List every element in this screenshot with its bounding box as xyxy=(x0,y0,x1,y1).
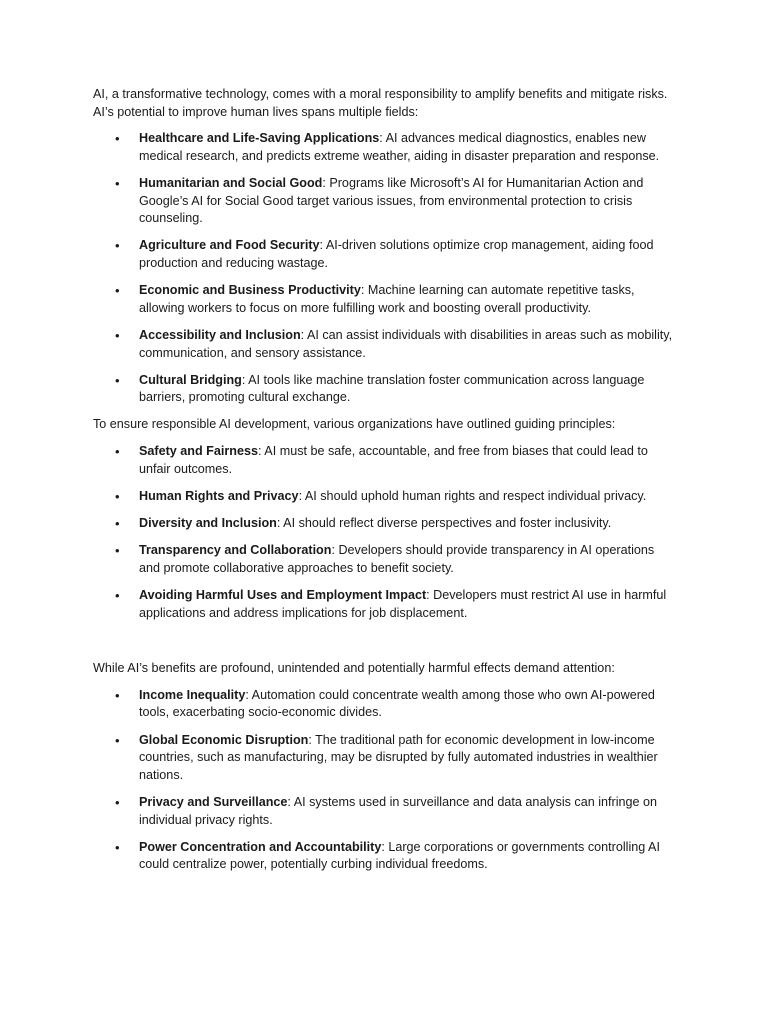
list-item xyxy=(93,372,676,407)
bullet-description: : AI systems used in surveillance and data analysis can infringe on individual privacy rights. xyxy=(139,794,658,827)
bullet-term: Power Concentration and Accountability xyxy=(139,839,382,854)
list-item xyxy=(93,327,676,362)
bullet-description: : Developers must restrict AI use in harmful applications and address implications for job displacement. xyxy=(139,588,667,620)
benefits-list xyxy=(93,130,676,407)
list-item xyxy=(93,443,676,478)
list-item xyxy=(93,130,676,165)
intro-paragraph: AI, a transformative technology, comes with a moral responsibility to amplify benefits and mitigate risks. AI’s potential to improve human lives spans multiple fields: xyxy=(93,87,668,119)
bullet-description: : Automation could concentrate wealth among those who own AI-powered tools, exacerbating socio-economic divides. xyxy=(139,687,655,720)
list-item xyxy=(93,175,676,228)
bullet-term: Transparency and Collaboration xyxy=(139,543,332,558)
list-item xyxy=(93,515,676,533)
bullet-description: : Large corporations or governments controlling AI could centralize power, potentially curbing individual freedoms. xyxy=(139,839,660,872)
list-item xyxy=(93,587,676,622)
bullet-term: Global Economic Disruption xyxy=(139,732,309,747)
bullet-term: Avoiding Harmful Uses and Employment Impact xyxy=(139,588,427,602)
principles-intro-paragraph: To ensure responsible AI development, various organizations have outlined guiding principles: xyxy=(93,417,616,432)
bullet-description: : AI must be safe, accountable, and free from biases that could lead to unfair outcomes. xyxy=(139,444,648,476)
list-item xyxy=(93,542,676,577)
bullet-term: Humanitarian and Social Good xyxy=(139,175,323,190)
bullet-term: Economic and Business Productivity xyxy=(139,283,361,298)
bullet-description: : AI should reflect diverse perspectives and foster inclusivity. xyxy=(276,516,612,531)
bullet-term: Safety and Fairness xyxy=(139,444,258,459)
bullet-description: : Machine learning can automate repetitive tasks, allowing workers to focus on more fulfilling work and boosting overall productivity. xyxy=(139,283,635,315)
bullet-term: Diversity and Inclusion xyxy=(139,516,277,531)
bullet-description: : AI advances medical diagnostics, enables new medical research, and predicts extreme weather, aiding in disaster preparation and response. xyxy=(139,131,660,163)
bullet-description: : Developers should provide transparency in AI operations and promote collaborative approaches to benefit society. xyxy=(139,543,655,575)
list-item xyxy=(93,794,676,829)
risks-intro-paragraph: While AI’s benefits are profound, unintended and potentially harmful effects demand attention: xyxy=(93,661,615,676)
principles-list xyxy=(93,443,676,622)
bullet-description: : The traditional path for economic development in low-income countries, such as manufacturing, may be disrupted by fully automated industries in wealthier nations. xyxy=(139,732,658,782)
bullet-description: : Programs like Microsoft’s AI for Humanitarian Action and Google’s AI for Social Good target various issues, from environmental protection to crisis counseling. xyxy=(139,175,644,226)
bullet-description: : AI can assist individuals with disabilities in areas such as mobility, communication, and sensory assistance. xyxy=(139,327,673,360)
bullet-description: : AI should uphold human rights and respect individual privacy. xyxy=(298,488,647,503)
bullet-term: Cultural Bridging xyxy=(139,372,242,387)
list-item xyxy=(93,237,676,272)
list-item xyxy=(93,687,676,722)
bullet-term: Human Rights and Privacy xyxy=(139,488,299,503)
bullet-term: Privacy and Surveillance xyxy=(139,794,288,809)
bullet-term: Accessibility and Inclusion xyxy=(139,327,301,342)
risks-list xyxy=(93,687,676,874)
bullet-term: Agriculture and Food Security xyxy=(139,238,320,253)
bullet-term: Income Inequality xyxy=(139,687,246,702)
list-item xyxy=(93,488,676,506)
bullet-description: : AI-driven solutions optimize crop management, aiding food production and reducing wastage. xyxy=(139,238,654,270)
list-item xyxy=(93,282,676,317)
list-item xyxy=(93,732,676,785)
bullet-term: Healthcare and Life-Saving Applications xyxy=(139,131,380,146)
bullet-description: : AI tools like machine translation foster communication across language barriers, promoting cultural exchange. xyxy=(139,372,645,405)
list-item xyxy=(93,839,676,874)
